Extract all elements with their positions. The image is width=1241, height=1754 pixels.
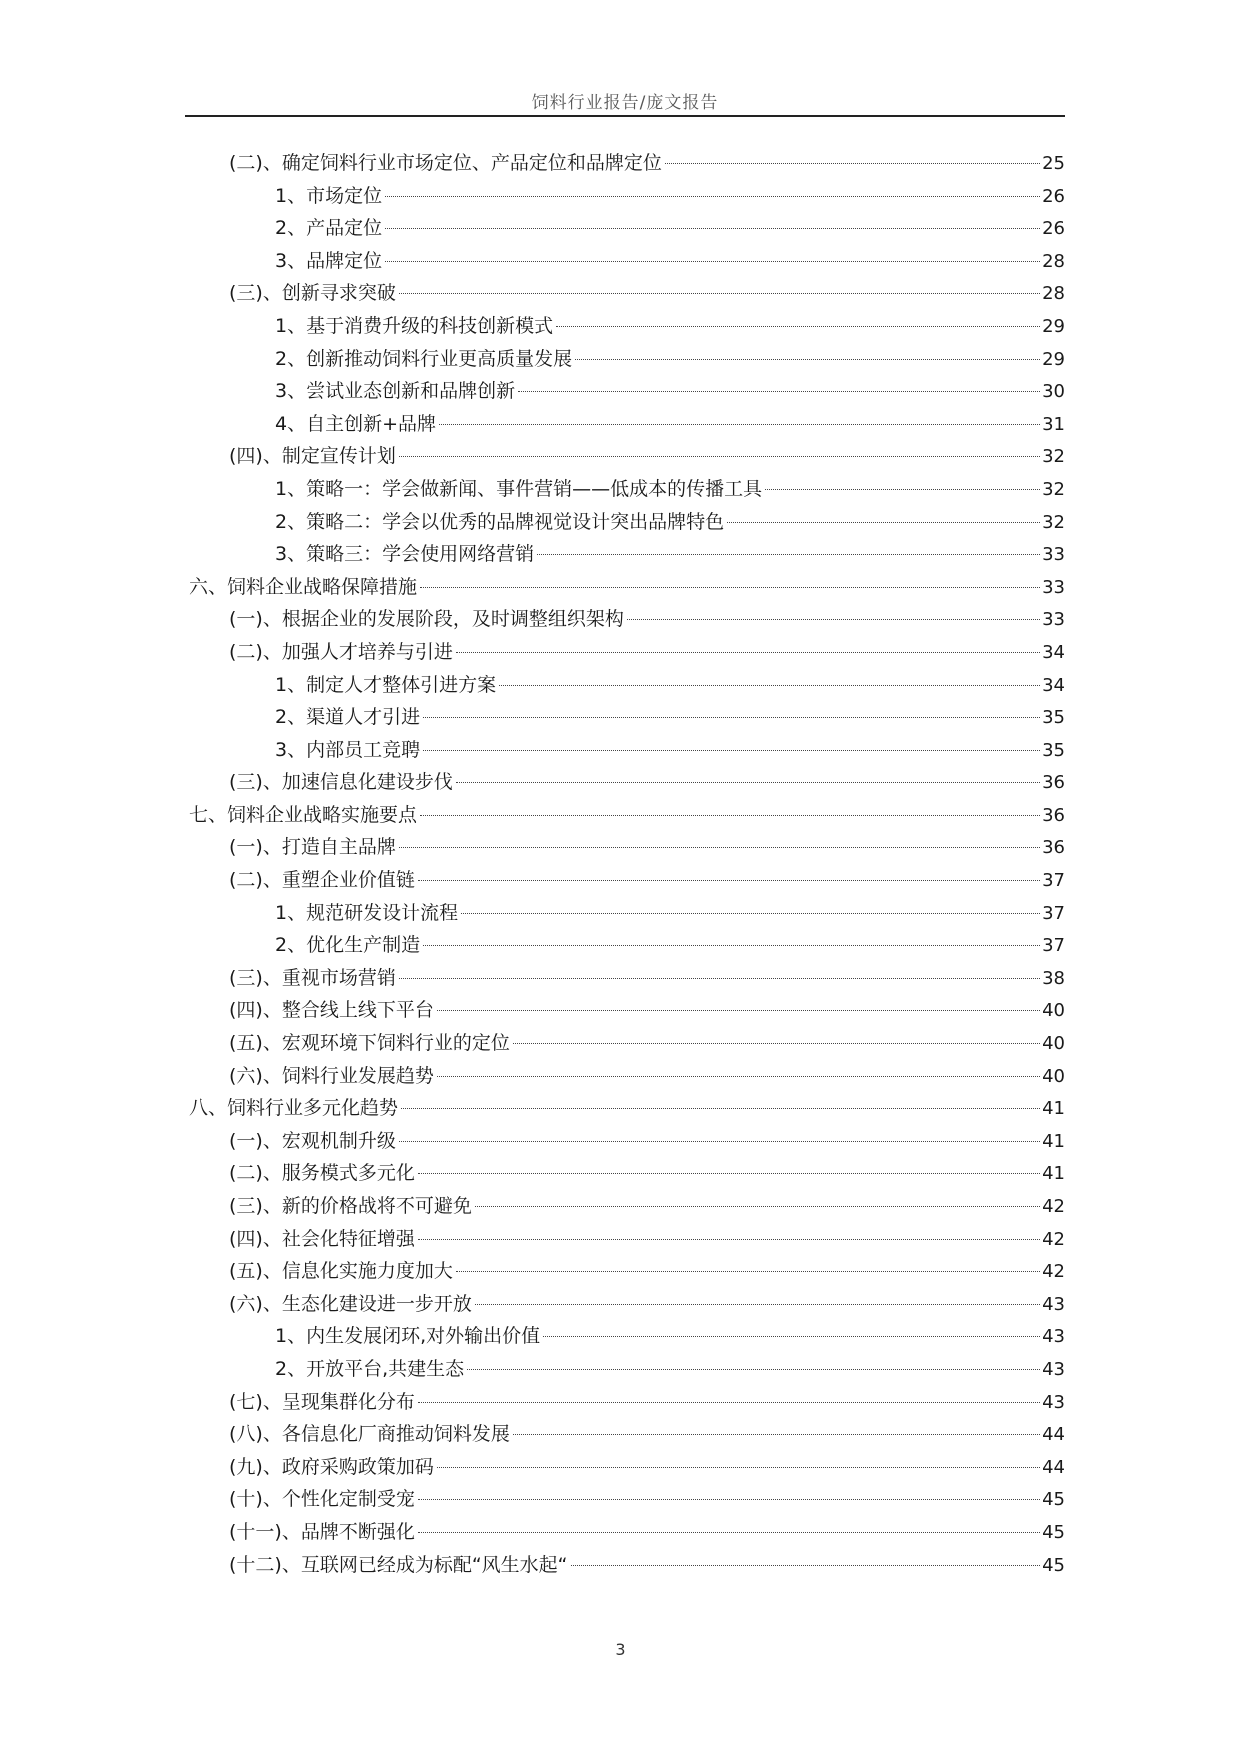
toc-entry[interactable]	[185, 831, 1065, 864]
toc-entry-title: (四)、社会化特征增强	[229, 1227, 415, 1250]
toc-dot-leader	[627, 619, 1040, 620]
toc-entry-title: 七、饲料企业战略实施要点	[189, 803, 418, 826]
toc-entry-page: 35	[1042, 707, 1065, 729]
toc-dot-leader	[461, 913, 1040, 914]
toc-entry-page: 45	[1042, 1554, 1065, 1576]
toc-entry-page: 33	[1042, 576, 1065, 598]
toc-entry-page: 29	[1042, 348, 1065, 370]
toc-entry-page: 38	[1042, 967, 1065, 989]
toc-dot-leader	[543, 1336, 1040, 1337]
toc-entry-page: 40	[1042, 1000, 1065, 1022]
toc-entry-title: 1、基于消费升级的科技创新模式	[275, 314, 554, 337]
toc-entry[interactable]	[185, 1190, 1065, 1223]
toc-dot-leader	[385, 228, 1040, 229]
toc-dot-leader	[475, 1304, 1040, 1305]
toc-entry-page: 44	[1042, 1424, 1065, 1446]
toc-dot-leader	[571, 1565, 1041, 1566]
page-header: 饲料行业报告/庞文报告	[531, 93, 719, 113]
toc-entry-page: 43	[1042, 1293, 1065, 1315]
toc-entry[interactable]	[185, 1027, 1065, 1060]
toc-dot-leader	[418, 1532, 1040, 1533]
toc-entry-page: 41	[1042, 1130, 1065, 1152]
page-number: 3	[615, 1640, 626, 1659]
toc-entry-page: 42	[1042, 1261, 1065, 1283]
toc-entry[interactable]	[185, 310, 1065, 343]
toc-entry-page: 44	[1042, 1456, 1065, 1478]
toc-entry[interactable]	[185, 1483, 1065, 1516]
toc-entry[interactable]	[185, 1516, 1065, 1549]
toc-dot-leader	[499, 685, 1040, 686]
toc-entry[interactable]	[185, 1157, 1065, 1190]
toc-entry-title: (四)、整合线上线下平台	[229, 999, 434, 1022]
toc-entry-page: 26	[1042, 218, 1065, 240]
toc-dot-leader	[418, 880, 1040, 881]
toc-entry-page: 36	[1042, 772, 1065, 794]
toc-entry-page: 42	[1042, 1196, 1065, 1217]
toc-entry[interactable]	[185, 1125, 1065, 1158]
toc-dot-leader	[399, 1141, 1040, 1142]
toc-entry[interactable]	[185, 571, 1065, 604]
toc-entry-title: 八、饲料行业多元化趋势	[189, 1097, 399, 1120]
toc-entry-title: (一)、打造自主品牌	[229, 836, 396, 859]
toc-dot-leader	[385, 196, 1040, 197]
toc-entry-title: (六)、生态化建设进一步开放	[229, 1292, 472, 1315]
toc-dot-leader	[513, 1043, 1040, 1044]
toc-entry-page: 43	[1042, 1358, 1065, 1380]
toc-entry-page: 41	[1042, 1098, 1065, 1120]
toc-entry[interactable]	[185, 1451, 1065, 1484]
toc-dot-leader	[439, 424, 1040, 425]
toc-entry[interactable]	[185, 277, 1065, 310]
toc-dot-leader	[385, 261, 1040, 262]
toc-entry[interactable]	[185, 375, 1065, 408]
toc-dot-leader	[423, 750, 1040, 751]
toc-entry[interactable]	[185, 864, 1065, 897]
toc-entry-title: 2、渠道人才引进	[275, 706, 421, 729]
toc-entry[interactable]	[185, 799, 1065, 832]
toc-dot-leader	[437, 1467, 1040, 1468]
toc-entry-title: 1、内生发展闭环,对外输出价值	[275, 1325, 541, 1348]
toc-entry-title: 3、内部员工竞聘	[275, 738, 421, 761]
toc-entry[interactable]	[185, 669, 1065, 702]
toc-entry[interactable]	[185, 701, 1065, 734]
toc-entry[interactable]	[185, 1092, 1065, 1125]
toc-entry-page: 42	[1042, 1228, 1065, 1250]
toc-entry-page: 29	[1042, 315, 1065, 337]
toc-dot-leader	[423, 945, 1040, 946]
toc-entry-title: (十二)、互联网已经成为标配“风生水起“	[229, 1553, 568, 1576]
toc-entry-page: 45	[1042, 1521, 1065, 1543]
toc-dot-leader	[418, 1239, 1040, 1240]
toc-entry-title: 3、尝试业态创新和品牌创新	[275, 380, 516, 403]
toc-entry-page: 32	[1042, 511, 1065, 533]
toc-dot-leader	[420, 587, 1040, 588]
toc-entry[interactable]	[185, 180, 1065, 213]
toc-entry-page: 40	[1042, 1033, 1065, 1055]
toc-entry-title: (十)、个性化定制受宠	[229, 1488, 415, 1511]
toc-entry[interactable]	[185, 1288, 1065, 1321]
toc-entry-page: 37	[1042, 870, 1065, 892]
toc-entry[interactable]	[185, 147, 1065, 180]
toc-entry-title: 1、制定人才整体引进方案	[275, 673, 497, 696]
toc-entry-title: 3、品牌定位	[275, 249, 383, 272]
toc-entry[interactable]	[185, 538, 1065, 571]
toc-entry-page: 33	[1042, 609, 1065, 631]
toc-entry-title: (三)、创新寻求突破	[229, 282, 396, 305]
toc-entry[interactable]	[185, 245, 1065, 278]
toc-entry-title: 六、饲料企业战略保障措施	[189, 575, 418, 598]
toc-entry-page: 41	[1042, 1163, 1065, 1185]
toc-entry-title: (九)、政府采购政策加码	[229, 1455, 434, 1478]
toc-entry[interactable]	[185, 1320, 1065, 1353]
toc-entry-title: (八)、各信息化厂商推动饲料发展	[229, 1423, 510, 1446]
toc-entry-page: 34	[1042, 674, 1065, 696]
toc-entry-title: 2、策略二：学会以优秀的品牌视觉设计突出品牌特色	[275, 510, 725, 533]
toc-entry[interactable]	[185, 1386, 1065, 1419]
toc-entry-title: (一)、宏观机制升级	[229, 1129, 396, 1152]
toc-dot-leader	[399, 456, 1040, 457]
toc-entry-page: 25	[1042, 153, 1065, 174]
toc-entry-page: 36	[1042, 804, 1065, 826]
toc-entry[interactable]	[185, 994, 1065, 1027]
toc-entry-page: 37	[1042, 902, 1065, 924]
toc-entry[interactable]	[185, 1418, 1065, 1451]
toc-entry[interactable]	[185, 343, 1065, 376]
toc-dot-leader	[765, 489, 1040, 490]
toc-entry[interactable]	[185, 962, 1065, 995]
toc-entry-title: (三)、新的价格战将不可避免	[229, 1195, 472, 1217]
toc-entry[interactable]	[185, 1255, 1065, 1288]
toc-dot-leader	[418, 1173, 1040, 1174]
toc-entry[interactable]	[185, 1353, 1065, 1386]
toc-entry-title: (三)、加速信息化建设步伐	[229, 771, 453, 794]
toc-entry[interactable]	[185, 1060, 1065, 1093]
table-of-contents	[185, 147, 1065, 1581]
toc-dot-leader	[467, 1369, 1040, 1370]
toc-entry-page: 43	[1042, 1391, 1065, 1413]
toc-entry-page: 28	[1042, 250, 1065, 272]
toc-dot-leader	[437, 1076, 1040, 1077]
toc-dot-leader	[420, 815, 1040, 816]
toc-entry-title: (七)、呈现集群化分布	[229, 1390, 415, 1413]
toc-entry-page: 35	[1042, 739, 1065, 761]
toc-entry-title: (二)、重塑企业价值链	[229, 869, 415, 892]
toc-entry-title: 2、创新推动饲料行业更高质量发展	[275, 347, 573, 370]
toc-entry-title: (二)、服务模式多元化	[229, 1162, 415, 1185]
toc-entry-page: 34	[1042, 641, 1065, 663]
toc-entry-title: (四)、制定宣传计划	[229, 445, 396, 468]
toc-entry-title: (五)、信息化实施力度加大	[229, 1260, 453, 1283]
toc-entry-title: (十一)、品牌不断强化	[229, 1520, 415, 1543]
toc-entry[interactable]	[185, 929, 1065, 962]
toc-dot-leader	[513, 1434, 1040, 1435]
toc-entry-title: 3、策略三：学会使用网络营销	[275, 543, 535, 566]
toc-dot-leader	[418, 1402, 1040, 1403]
toc-entry-title: 2、产品定位	[275, 217, 383, 240]
toc-entry-page: 40	[1042, 1065, 1065, 1087]
toc-entry-title: 4、自主创新+品牌	[275, 412, 437, 435]
toc-entry[interactable]	[185, 408, 1065, 441]
toc-entry-title: 1、策略一：学会做新闻、事件营销——低成本的传播工具	[275, 477, 763, 500]
toc-entry-title: 1、规范研发设计流程	[275, 901, 459, 924]
toc-entry-page: 45	[1042, 1489, 1065, 1511]
toc-dot-leader	[418, 1499, 1040, 1500]
toc-dot-leader	[518, 391, 1040, 392]
toc-entry-title: (六)、饲料行业发展趋势	[229, 1064, 434, 1087]
toc-entry[interactable]	[185, 734, 1065, 767]
toc-entry-page: 33	[1042, 544, 1065, 566]
toc-entry-title: 2、优化生产制造	[275, 934, 421, 957]
toc-entry-page: 43	[1042, 1326, 1065, 1348]
toc-entry[interactable]	[185, 603, 1065, 636]
toc-entry-page: 32	[1042, 478, 1065, 500]
toc-entry-page: 30	[1042, 381, 1065, 403]
toc-entry[interactable]	[185, 1549, 1065, 1582]
toc-entry-title: (二)、确定饲料行业市场定位、产品定位和品牌定位	[229, 152, 662, 174]
toc-dot-leader	[537, 554, 1040, 555]
toc-entry-title: 1、市场定位	[275, 184, 383, 207]
toc-dot-leader	[456, 782, 1040, 783]
toc-dot-leader	[575, 359, 1040, 360]
toc-entry[interactable]	[185, 506, 1065, 539]
toc-dot-leader	[665, 163, 1040, 164]
toc-entry-title: (五)、宏观环境下饲料行业的定位	[229, 1032, 510, 1055]
toc-dot-leader	[401, 1108, 1040, 1109]
toc-entry[interactable]	[185, 1223, 1065, 1256]
toc-entry[interactable]	[185, 766, 1065, 799]
toc-entry[interactable]	[185, 473, 1065, 506]
toc-entry-title: 2、开放平台,共建生态	[275, 1357, 465, 1380]
toc-entry[interactable]	[185, 212, 1065, 245]
toc-dot-leader	[399, 978, 1040, 979]
toc-entry-page: 36	[1042, 837, 1065, 859]
toc-dot-leader	[556, 326, 1040, 327]
toc-entry-title: (一)、根据企业的发展阶段，及时调整组织架构	[229, 608, 624, 631]
toc-entry[interactable]	[185, 897, 1065, 930]
toc-dot-leader	[475, 1206, 1040, 1207]
toc-dot-leader	[399, 293, 1040, 294]
toc-entry-page: 31	[1042, 413, 1065, 435]
toc-dot-leader	[399, 847, 1040, 848]
header-rule	[185, 115, 1065, 117]
toc-entry-title: (二)、加强人才培养与引进	[229, 640, 453, 663]
toc-entry-page: 26	[1042, 185, 1065, 207]
toc-entry-title: (三)、重视市场营销	[229, 966, 396, 989]
toc-entry[interactable]	[185, 636, 1065, 669]
toc-entry-page: 28	[1042, 283, 1065, 305]
toc-dot-leader	[423, 717, 1040, 718]
toc-dot-leader	[437, 1010, 1040, 1011]
toc-dot-leader	[456, 1271, 1040, 1272]
toc-dot-leader	[727, 522, 1040, 523]
toc-entry-page: 37	[1042, 935, 1065, 957]
toc-entry[interactable]	[185, 440, 1065, 473]
toc-entry-page: 32	[1042, 446, 1065, 468]
toc-dot-leader	[456, 652, 1040, 653]
